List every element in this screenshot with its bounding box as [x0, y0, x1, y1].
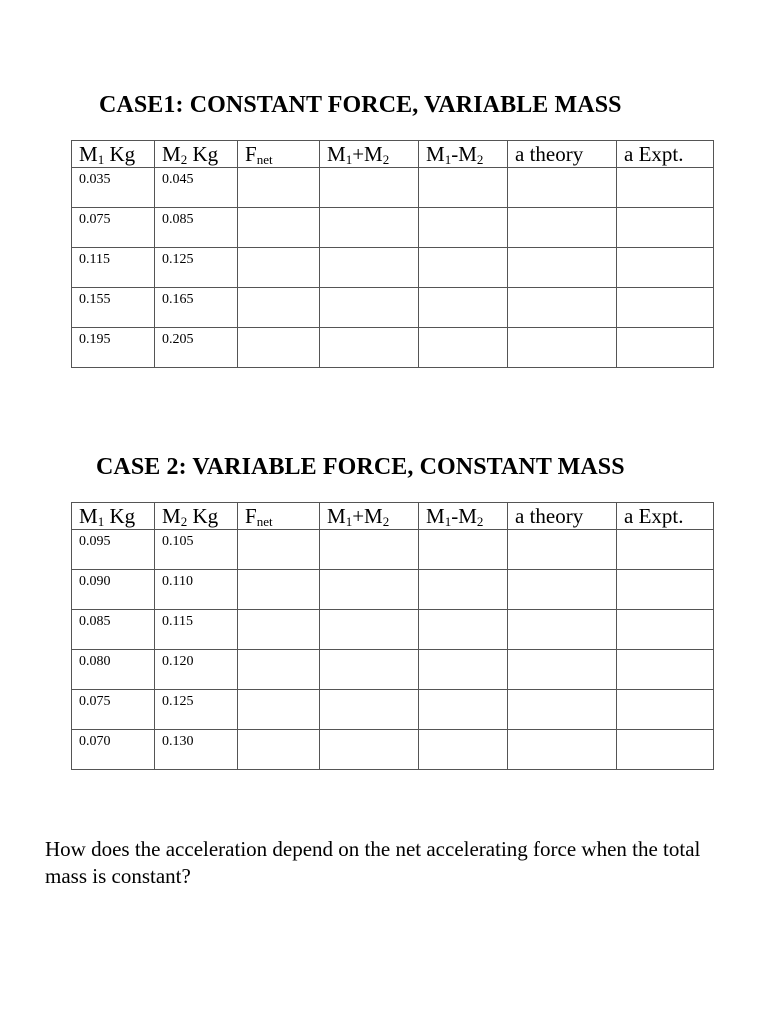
header-m2-kg: $M_2$ Kg — [155, 503, 238, 530]
a-theory-cell[interactable] — [508, 730, 617, 770]
m1-cell: 0.155 — [72, 288, 155, 328]
fnet-cell[interactable] — [238, 530, 320, 570]
case1-title: CASE1: CONSTANT FORCE, VARIABLE MASS — [99, 92, 622, 118]
a-theory-cell[interactable] — [508, 570, 617, 610]
m2-cell: 0.085 — [155, 208, 238, 248]
a-theory-cell[interactable] — [508, 530, 617, 570]
header-m1-plus-m2: $M_1+M_2$ — [320, 503, 419, 530]
sum-cell[interactable] — [320, 248, 419, 288]
a-expt-cell[interactable] — [617, 328, 714, 368]
table-row — [72, 288, 714, 328]
a-expt-cell[interactable] — [617, 650, 714, 690]
a-expt-cell[interactable] — [617, 690, 714, 730]
m2-cell: 0.205 — [155, 328, 238, 368]
a-expt-cell[interactable] — [617, 208, 714, 248]
a-expt-cell[interactable] — [617, 730, 714, 770]
header-row — [72, 503, 714, 530]
diff-cell[interactable] — [419, 328, 508, 368]
case1-table — [71, 140, 714, 368]
header-a-expt: a Expt. — [617, 503, 714, 530]
m1-cell: 0.075 — [72, 690, 155, 730]
m1-cell: 0.195 — [72, 328, 155, 368]
diff-cell[interactable] — [419, 570, 508, 610]
header-a-expt: a Expt. — [617, 141, 714, 168]
header-m1-kg: $M_1$ Kg — [72, 503, 155, 530]
sum-cell[interactable] — [320, 168, 419, 208]
a-expt-cell[interactable] — [617, 610, 714, 650]
header-m1-kg: $M_1$ Kg — [72, 141, 155, 168]
header-a-theory: a theory — [508, 141, 617, 168]
table-row — [72, 570, 714, 610]
diff-cell[interactable] — [419, 730, 508, 770]
table-row — [72, 650, 714, 690]
a-theory-cell[interactable] — [508, 248, 617, 288]
diff-cell[interactable] — [419, 168, 508, 208]
header-row — [72, 141, 714, 168]
m2-cell: 0.120 — [155, 650, 238, 690]
m2-cell: 0.045 — [155, 168, 238, 208]
table-row — [72, 208, 714, 248]
fnet-cell[interactable] — [238, 650, 320, 690]
fnet-cell[interactable] — [238, 208, 320, 248]
diff-cell[interactable] — [419, 610, 508, 650]
a-theory-cell[interactable] — [508, 690, 617, 730]
sum-cell[interactable] — [320, 288, 419, 328]
a-theory-cell[interactable] — [508, 168, 617, 208]
header-a-theory: a theory — [508, 503, 617, 530]
sum-cell[interactable] — [320, 650, 419, 690]
m1-cell: 0.115 — [72, 248, 155, 288]
fnet-cell[interactable] — [238, 690, 320, 730]
diff-cell[interactable] — [419, 208, 508, 248]
table-row — [72, 610, 714, 650]
header-m1-minus-m2: $M_1-M_2$ — [419, 141, 508, 168]
sum-cell[interactable] — [320, 328, 419, 368]
a-theory-cell[interactable] — [508, 328, 617, 368]
m2-cell: 0.105 — [155, 530, 238, 570]
table-row — [72, 530, 714, 570]
fnet-cell[interactable] — [238, 168, 320, 208]
a-expt-cell[interactable] — [617, 288, 714, 328]
table-row — [72, 328, 714, 368]
header-m1-plus-m2: $M_1+M_2$ — [320, 141, 419, 168]
sum-cell[interactable] — [320, 570, 419, 610]
m1-cell: 0.090 — [72, 570, 155, 610]
diff-cell[interactable] — [419, 288, 508, 328]
sum-cell[interactable] — [320, 730, 419, 770]
header-fnet: $F_{net}$ — [238, 141, 320, 168]
diff-cell[interactable] — [419, 530, 508, 570]
m1-cell: 0.080 — [72, 650, 155, 690]
m2-cell: 0.165 — [155, 288, 238, 328]
a-expt-cell[interactable] — [617, 248, 714, 288]
fnet-cell[interactable] — [238, 570, 320, 610]
header-m2-kg: $M_2$ Kg — [155, 141, 238, 168]
table-row — [72, 168, 714, 208]
fnet-cell[interactable] — [238, 610, 320, 650]
m1-cell: 0.095 — [72, 530, 155, 570]
a-theory-cell[interactable] — [508, 610, 617, 650]
fnet-cell[interactable] — [238, 328, 320, 368]
fnet-cell[interactable] — [238, 730, 320, 770]
case2-table — [71, 502, 714, 770]
diff-cell[interactable] — [419, 650, 508, 690]
m2-cell: 0.125 — [155, 248, 238, 288]
a-theory-cell[interactable] — [508, 208, 617, 248]
m2-cell: 0.125 — [155, 690, 238, 730]
header-m1-minus-m2: $M_1-M_2$ — [419, 503, 508, 530]
header-fnet: $F_{net}$ — [238, 503, 320, 530]
sum-cell[interactable] — [320, 610, 419, 650]
m1-cell: 0.085 — [72, 610, 155, 650]
table-row — [72, 690, 714, 730]
diff-cell[interactable] — [419, 248, 508, 288]
fnet-cell[interactable] — [238, 288, 320, 328]
a-theory-cell[interactable] — [508, 650, 617, 690]
a-expt-cell[interactable] — [617, 570, 714, 610]
diff-cell[interactable] — [419, 690, 508, 730]
a-expt-cell[interactable] — [617, 530, 714, 570]
m2-cell: 0.115 — [155, 610, 238, 650]
sum-cell[interactable] — [320, 530, 419, 570]
case2-title: CASE 2: VARIABLE FORCE, CONSTANT MASS — [96, 454, 625, 480]
m2-cell: 0.110 — [155, 570, 238, 610]
question-text: How does the acceleration depend on the net accelerating force when the total mass is constant? — [45, 837, 701, 888]
m1-cell: 0.070 — [72, 730, 155, 770]
m2-cell: 0.130 — [155, 730, 238, 770]
table-row — [72, 248, 714, 288]
a-expt-cell[interactable] — [617, 168, 714, 208]
a-theory-cell[interactable] — [508, 288, 617, 328]
table-row — [72, 730, 714, 770]
sum-cell[interactable] — [320, 690, 419, 730]
fnet-cell[interactable] — [238, 248, 320, 288]
m1-cell: 0.075 — [72, 208, 155, 248]
sum-cell[interactable] — [320, 208, 419, 248]
m1-cell: 0.035 — [72, 168, 155, 208]
